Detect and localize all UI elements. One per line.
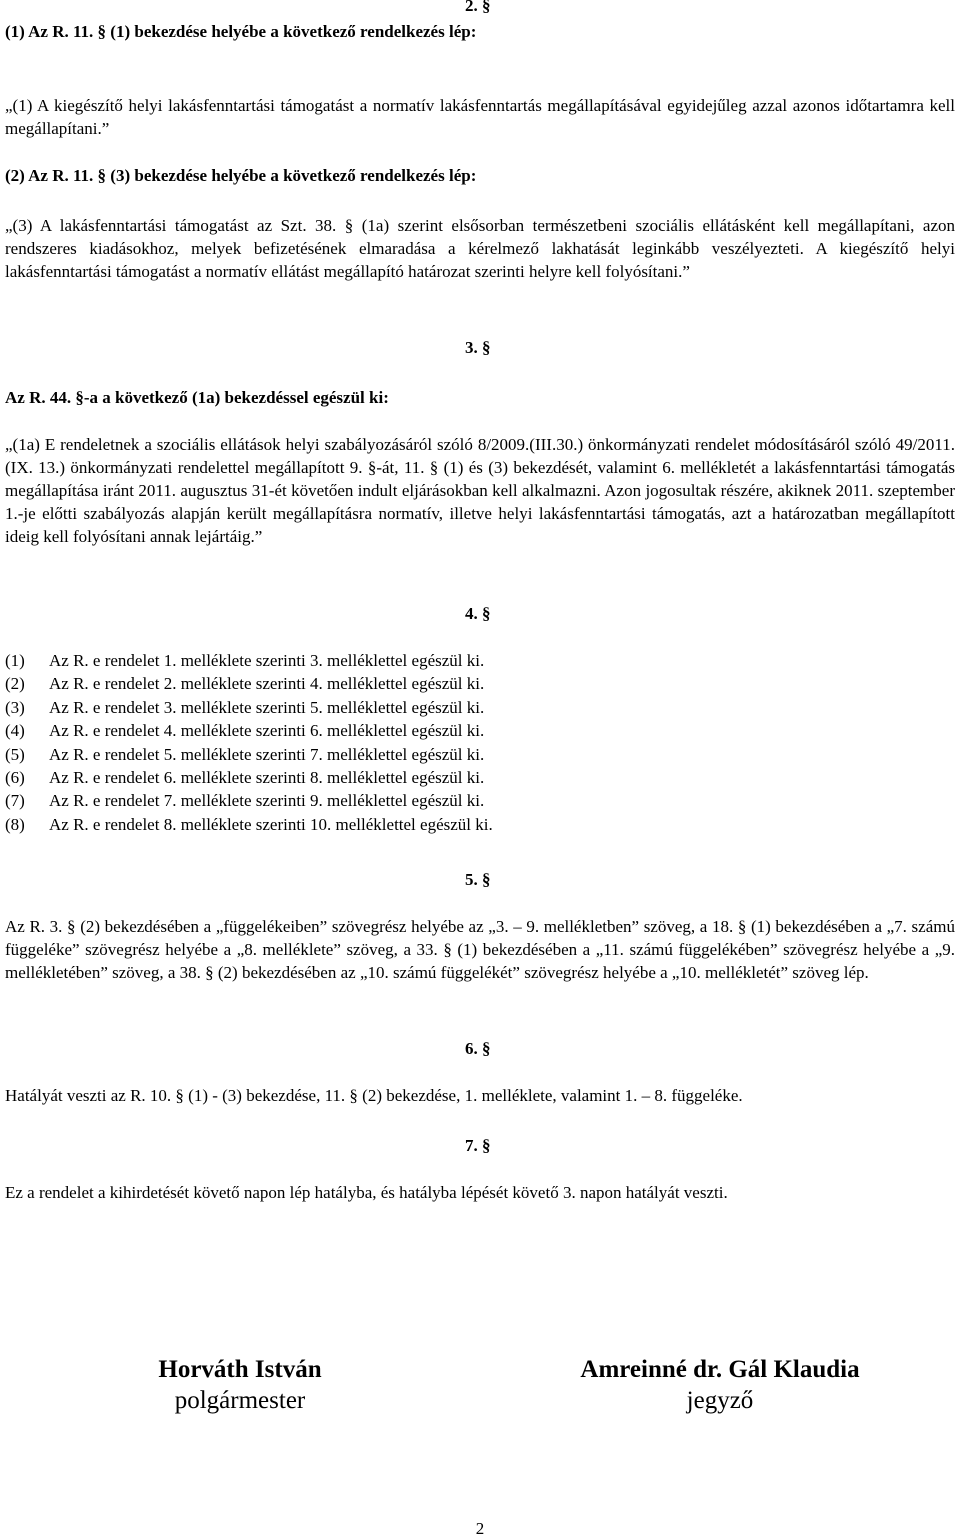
section-3-paragraph: „(1a) E rendeletnek a szociális ellátások helyi szabályozásáról szóló 8/2009.(III.30.) önkormányzati rendelet módosításáról szóló 49/2011. (IX. 13.) önkormányzati rendelettel megállapított 9. §-át, 11. § (1) és (3) bekezdését, valamint 6. mellékletét a lakásfenntartási támogatás megállapítása iránt 2011. augusztus 31-ét követően indult eljárásokban kell alkalmazni. Azon jogosultak részére, akiknek 2011. szeptember 1.-je előtti szabályozás alapján került megállapításra normatív, illetve helyi lakásfenntartási támogatás, azt a határozatban megállapított ideig kell folyósítani annak lejártáig.” bbox=[5, 435, 955, 546]
list-item: (2) Az R. e rendelet 2. melléklete szerinti 4. melléklettel egészül ki. bbox=[5, 674, 485, 694]
section-6-paragraph: Hatályát veszti az R. 10. § (1) - (3) bekezdése, 11. § (2) bekezdése, 1. melléklete, valamint 1. – 8. függeléke. bbox=[5, 1086, 743, 1105]
signature-right bbox=[555, 1354, 885, 1416]
section-3-intro: Az R. 44. §-a a következő (1a) bekezdéssel egészül ki: bbox=[5, 388, 389, 407]
list-item: (8) Az R. e rendelet 8. melléklete szerinti 10. melléklettel egészül ki. bbox=[5, 814, 493, 834]
section-2-paragraph-1: „(1) A kiegészítő helyi lakásfenntartási támogatást a normatív lakásfenntartás megállapításával egyidejűleg azzal azonos időtartamra kell megállapítani.” bbox=[5, 96, 955, 138]
list-item: (1) Az R. e rendelet 1. melléklete szerinti 3. melléklettel egészül ki. bbox=[5, 651, 485, 670]
list-item: (5) Az R. e rendelet 5. melléklete szerinti 7. melléklettel egészül ki. bbox=[5, 744, 485, 764]
signature-left-name: Horváth István bbox=[158, 1356, 322, 1383]
page-number: 2 bbox=[475, 1519, 485, 1538]
signature-left-title: polgármester bbox=[174, 1387, 306, 1414]
section-5-number: 5. § bbox=[465, 870, 491, 889]
section-7-number: 7. § bbox=[465, 1136, 491, 1155]
list-item: (4) Az R. e rendelet 4. melléklete szerinti 6. melléklettel egészül ki. bbox=[5, 721, 485, 741]
signature-left bbox=[130, 1354, 350, 1416]
section-2-paragraph-3: „(3) A lakásfenntartási támogatást az Szt. 38. § (1a) szerint elsősorban természetbeni szociális ellátásként kell megállapítani, azon rendszeres kiadásokhoz, melyek befizetésének elmaradása a kérelmező lakhatását leginkább veszélyezteti. A kiegészítő helyi lakásfenntartási támogatást a normatív ellátást megállapító határozat szerinti helyre kell folyósítani.” bbox=[5, 216, 955, 281]
section-2-intro-2: (2) Az R. 11. § (3) bekezdése helyébe a következő rendelkezés lép: bbox=[5, 166, 477, 185]
section-4-number: 4. § bbox=[465, 604, 491, 623]
section-5-paragraph: Az R. 3. § (2) bekezdésében a „függelékeiben” szövegrész helyébe az „3. – 9. mellékletben” szöveg, a 18. § (1) bekezdésében a „7. számú függeléke” szövegrész helyébe a „8. melléklete” szöveg, a 33. § (1) bekezdésében a „11. számú függelékében” szövegrész helyébe a „9. mellékletében” szöveg, a 38. § (2) bekezdésében az „10. számú függelékét” szövegrész helyébe a „10. mellékletét” szöveg lép. bbox=[5, 917, 955, 982]
list-item: (7) Az R. e rendelet 7. melléklete szerinti 9. melléklettel egészül ki. bbox=[5, 791, 485, 811]
section-2-number: 2. § bbox=[465, 0, 491, 15]
section-7-paragraph: Ez a rendelet a kihirdetését követő napon lép hatályba, és hatályba lépését követő 3. napon hatályát veszti. bbox=[5, 1183, 728, 1202]
section-3-number: 3. § bbox=[465, 338, 491, 357]
list-item: (3) Az R. e rendelet 3. melléklete szerinti 5. melléklettel egészül ki. bbox=[5, 697, 485, 717]
section-2-intro: (1) Az R. 11. § (1) bekezdése helyébe a következő rendelkezés lép: bbox=[5, 22, 477, 41]
list-item: (6) Az R. e rendelet 6. melléklete szerinti 8. melléklettel egészül ki. bbox=[5, 767, 485, 787]
signature-right-title: jegyző bbox=[686, 1387, 754, 1414]
section-4-list bbox=[5, 649, 493, 836]
section-6-number: 6. § bbox=[465, 1039, 491, 1058]
signature-right-name: Amreinné dr. Gál Klaudia bbox=[580, 1356, 860, 1383]
